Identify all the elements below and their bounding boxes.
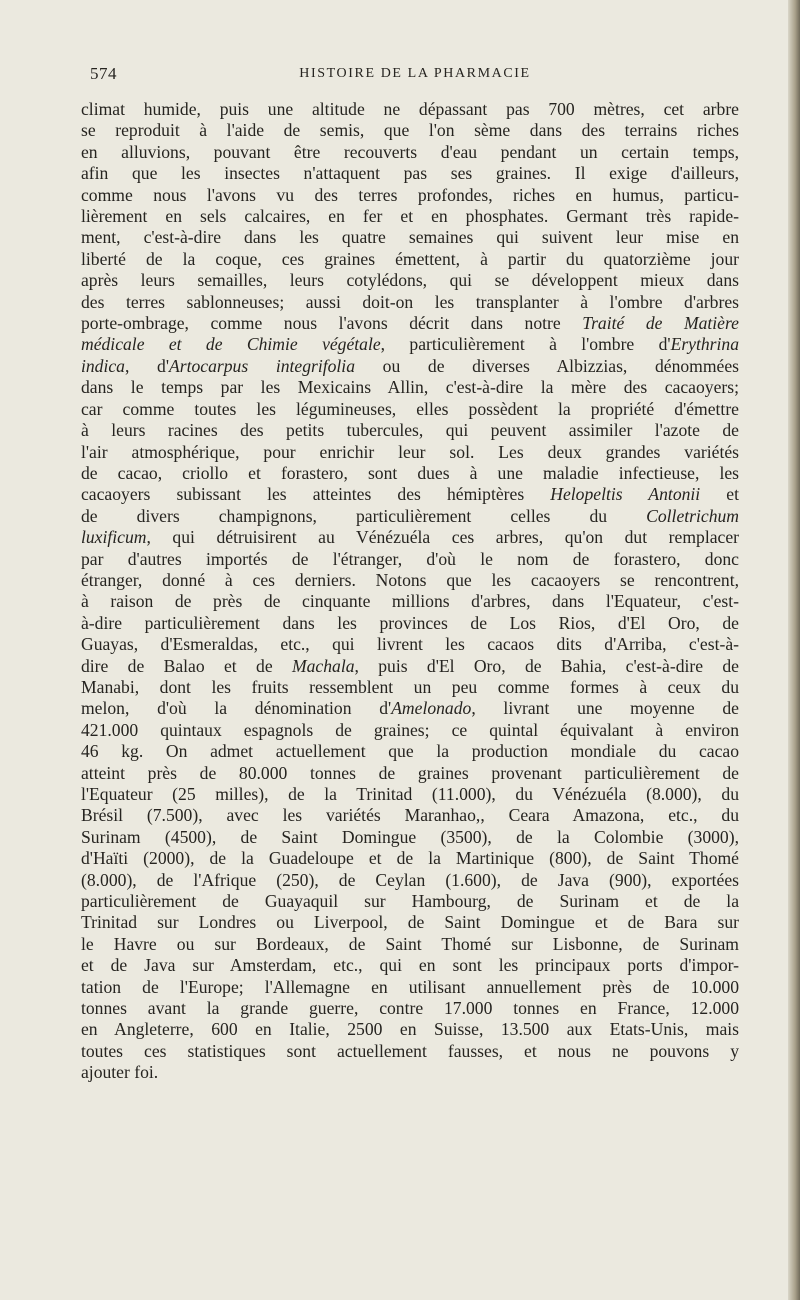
text-line: 421.000 quintaux espagnols de graines; ce quintal équivalant à environ bbox=[81, 719, 739, 740]
text-line: car comme toutes les légumineuses, elles possèdent la propriété d'émettre bbox=[81, 398, 739, 419]
text-line: en alluvions, pouvant être recouverts d'eau pendant un certain temps, bbox=[81, 141, 739, 162]
text-line: 46 kg. On admet actuellement que la production mondiale du cacao bbox=[81, 741, 739, 762]
text-line: ment, c'est-à-dire dans les quatre semaines qui suivent leur mise en bbox=[81, 227, 739, 248]
text-line: atteint près de 80.000 tonnes de graines provenant particulièrement de bbox=[81, 762, 739, 783]
text-line: melon, d'où la dénomination d'Amelonado, livrant une moyenne de bbox=[81, 698, 739, 719]
page-edge bbox=[788, 0, 800, 1300]
text-line: à raison de près de cinquante millions d'arbres, dans l'Equateur, c'est- bbox=[81, 591, 739, 612]
text-line: lièrement en sels calcaires, en fer et en phosphates. Germant très rapide- bbox=[81, 206, 739, 227]
text-line: liberté de la coque, ces graines émettent, à partir du quatorzième jour bbox=[81, 248, 739, 269]
text-line: dire de Balao et de Machala, puis d'El Oro, de Bahia, c'est-à-dire de bbox=[81, 655, 739, 676]
text-line: dans le temps par les Mexicains Allin, c'est-à-dire la mère des cacaoyers; bbox=[81, 377, 739, 398]
text-line: comme nous l'avons vu des terres profondes, riches en humus, particu- bbox=[81, 184, 739, 205]
text-line: d'Haïti (2000), de la Guadeloupe et de la Martinique (800), de Saint Thomé bbox=[81, 848, 739, 869]
text-line: et de Java sur Amsterdam, etc., qui en sont les principaux ports d'impor- bbox=[81, 955, 739, 976]
text-line: étranger, donné à ces derniers. Notons que les cacaoyers se rencontrent, bbox=[81, 569, 739, 590]
text-line: se reproduit à l'aide de semis, que l'on sème dans des terrains riches bbox=[81, 120, 739, 141]
page-number: 574 bbox=[90, 64, 117, 83]
text-line: Manabi, dont les fruits ressemblent un peu comme formes à ceux du bbox=[81, 676, 739, 697]
text-line: cacaoyers subissant les atteintes des hémiptères Helopeltis Antonii et bbox=[81, 484, 739, 505]
text-line: en Angleterre, 600 en Italie, 2500 en Suisse, 13.500 aux Etats-Unis, mais bbox=[81, 1019, 739, 1040]
text-line: à leurs racines des petits tubercules, qui peuvent assimiler l'azote de bbox=[81, 420, 739, 441]
text-line: le Havre ou sur Bordeaux, de Saint Thomé sur Lisbonne, de Surinam bbox=[81, 933, 739, 954]
text-line: Guayas, d'Esmeraldas, etc., qui livrent les cacaos dits d'Arriba, c'est-à- bbox=[81, 634, 739, 655]
text-line: tation de l'Europe; l'Allemagne en utilisant annuellement près de 10.000 bbox=[81, 976, 739, 997]
body-text bbox=[81, 99, 739, 1084]
text-line: de cacao, criollo et forastero, sont dues à une maladie infectieuse, les bbox=[81, 462, 739, 483]
text-line: indica, d'Artocarpus integrifolia ou de diverses Albizzias, dénommées bbox=[81, 355, 739, 376]
text-line: climat humide, puis une altitude ne dépassant pas 700 mètres, cet arbre bbox=[81, 99, 739, 119]
text-line: particulièrement de Guayaquil sur Hambourg, de Surinam et de la bbox=[81, 891, 739, 912]
text-line: tonnes avant la grande guerre, contre 17.000 tonnes en France, 12.000 bbox=[81, 998, 739, 1019]
text-line: Brésil (7.500), avec les variétés Maranhao,, Ceara Amazona, etc., du bbox=[81, 805, 739, 826]
text-line: toutes ces statistiques sont actuellement fausses, et nous ne pouvons y bbox=[81, 1040, 739, 1061]
text-line: l'Equateur (25 milles), de la Trinitad (11.000), du Vénézuéla (8.000), du bbox=[81, 784, 739, 804]
text-line: après leurs semailles, leurs cotylédons, qui se développent mieux dans bbox=[81, 270, 739, 291]
page-header bbox=[90, 64, 740, 88]
running-title: HISTOIRE DE LA PHARMACIE bbox=[299, 66, 531, 81]
text-line: de divers champignons, particulièrement celles du Colletrichum bbox=[81, 505, 739, 526]
text-line: Surinam (4500), de Saint Domingue (3500), de la Colombie (3000), bbox=[81, 826, 739, 847]
text-line: ajouter foi. bbox=[81, 1062, 159, 1083]
text-line: par d'autres importés de l'étranger, d'où le nom de forastero, donc bbox=[81, 548, 739, 569]
text-line: médicale et de Chimie végétale, particulièrement à l'ombre d'Erythrina bbox=[81, 334, 739, 355]
text-line: luxificum, qui détruisirent au Vénézuéla ces arbres, qu'on dut remplacer bbox=[81, 527, 739, 548]
text-line: Trinitad sur Londres ou Liverpool, de Saint Domingue et de Bara sur bbox=[81, 912, 739, 933]
text-line: à-dire particulièrement dans les provinces de Los Rios, d'El Oro, de bbox=[81, 612, 739, 633]
text-line: afin que les insectes n'attaquent pas ses graines. Il exige d'ailleurs, bbox=[81, 163, 739, 184]
text-line: des terres sablonneuses; aussi doit-on les transplanter à l'ombre d'arbres bbox=[81, 291, 739, 312]
text-line: (8.000), de l'Afrique (250), de Ceylan (1.600), de Java (900), exportées bbox=[81, 869, 739, 890]
text-line: l'air atmosphérique, pour enrichir leur sol. Les deux grandes variétés bbox=[81, 441, 739, 462]
text-line: porte-ombrage, comme nous l'avons décrit dans notre Traité de Matière bbox=[81, 313, 739, 334]
